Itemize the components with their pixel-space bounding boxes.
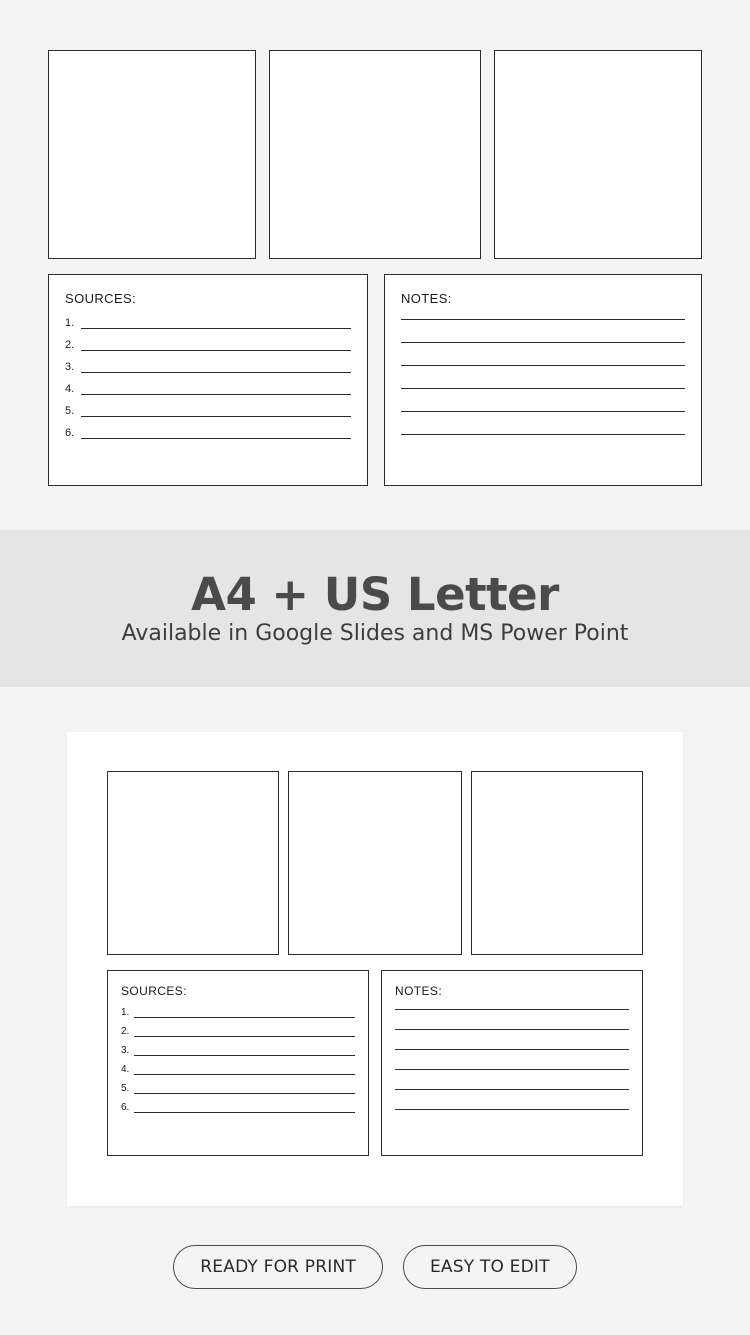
sources-line-number: 3.	[65, 361, 75, 373]
sources-write-rule[interactable]	[81, 437, 351, 439]
notes-panel-title: NOTES:	[401, 291, 452, 306]
sources-line-2	[121, 1027, 355, 1037]
sources-line-6	[65, 428, 351, 439]
worksheet-page-sheet	[67, 732, 683, 1206]
sources-line-number: 5.	[65, 405, 75, 417]
ready-for-print-pill[interactable]: READY FOR PRINT	[173, 1245, 383, 1289]
sources-line-4	[65, 384, 351, 395]
easy-to-edit-pill[interactable]: EASY TO EDIT	[403, 1245, 577, 1289]
sources-write-rule[interactable]	[134, 1073, 355, 1075]
notes-panel-title: NOTES:	[395, 984, 443, 998]
sources-write-rule[interactable]	[81, 349, 351, 351]
sources-line-number: 2.	[65, 339, 75, 351]
sources-line-number: 6.	[65, 427, 75, 439]
sources-line-4	[121, 1065, 355, 1075]
format-banner	[0, 530, 750, 687]
notes-write-rule[interactable]	[395, 1048, 629, 1050]
sources-line-number: 1.	[121, 1007, 130, 1018]
image-boxes-row	[107, 771, 643, 955]
notes-write-rule[interactable]	[395, 1028, 629, 1030]
notes-panel	[381, 970, 643, 1156]
sources-line-number: 1.	[65, 317, 75, 329]
sources-write-rule[interactable]	[134, 1016, 355, 1018]
sources-line-3	[121, 1046, 355, 1056]
notes-write-rule[interactable]	[401, 318, 685, 320]
sources-line-3	[65, 362, 351, 373]
sources-line-number: 2.	[121, 1026, 130, 1037]
panels-row	[48, 274, 702, 486]
image-placeholder-box-3	[494, 50, 702, 259]
notes-write-rule[interactable]	[395, 1068, 629, 1070]
sources-line-number: 3.	[121, 1045, 130, 1056]
sources-line-number: 6.	[121, 1102, 130, 1113]
sources-write-rule[interactable]	[81, 393, 351, 395]
sources-line-number: 4.	[121, 1064, 130, 1075]
notes-write-rule[interactable]	[401, 387, 685, 389]
sources-panel	[107, 970, 369, 1156]
image-boxes-row	[48, 50, 702, 259]
sources-line-1	[65, 318, 351, 329]
notes-write-rule[interactable]	[395, 1108, 629, 1110]
notes-write-rule[interactable]	[395, 1008, 629, 1010]
notes-write-rule[interactable]	[401, 364, 685, 366]
notes-write-rule[interactable]	[401, 410, 685, 412]
sources-line-5	[65, 406, 351, 417]
sources-line-1	[121, 1008, 355, 1018]
sources-line-number: 4.	[65, 383, 75, 395]
notes-write-rule[interactable]	[395, 1088, 629, 1090]
sources-write-rule[interactable]	[134, 1035, 355, 1037]
notes-panel	[384, 274, 702, 486]
sources-panel-title: SOURCES:	[65, 291, 137, 306]
banner-subtitle: Available in Google Slides and MS Power Point	[121, 621, 629, 646]
image-placeholder-box-2	[269, 50, 481, 259]
sources-line-5	[121, 1084, 355, 1094]
sources-panel	[48, 274, 368, 486]
sources-line-6	[121, 1103, 355, 1113]
panels-row	[107, 970, 643, 1156]
sources-line-number: 5.	[121, 1083, 130, 1094]
sources-write-rule[interactable]	[81, 415, 351, 417]
sources-write-rule[interactable]	[81, 371, 351, 373]
banner-title: A4 + US Letter	[191, 568, 559, 621]
sources-line-2	[65, 340, 351, 351]
sources-write-rule[interactable]	[81, 327, 351, 329]
image-placeholder-box-1	[48, 50, 256, 259]
image-placeholder-box-3	[471, 771, 643, 955]
worksheet-preview-top	[0, 0, 750, 530]
worksheet-preview-bottom-area	[0, 687, 750, 1335]
notes-write-rule[interactable]	[401, 433, 685, 435]
sources-panel-title: SOURCES:	[121, 984, 187, 998]
sources-write-rule[interactable]	[134, 1111, 355, 1113]
image-placeholder-box-1	[107, 771, 279, 955]
sources-write-rule[interactable]	[134, 1092, 355, 1094]
image-placeholder-box-2	[288, 771, 462, 955]
feature-pills	[0, 1245, 750, 1289]
notes-write-rule[interactable]	[401, 341, 685, 343]
sources-write-rule[interactable]	[134, 1054, 355, 1056]
